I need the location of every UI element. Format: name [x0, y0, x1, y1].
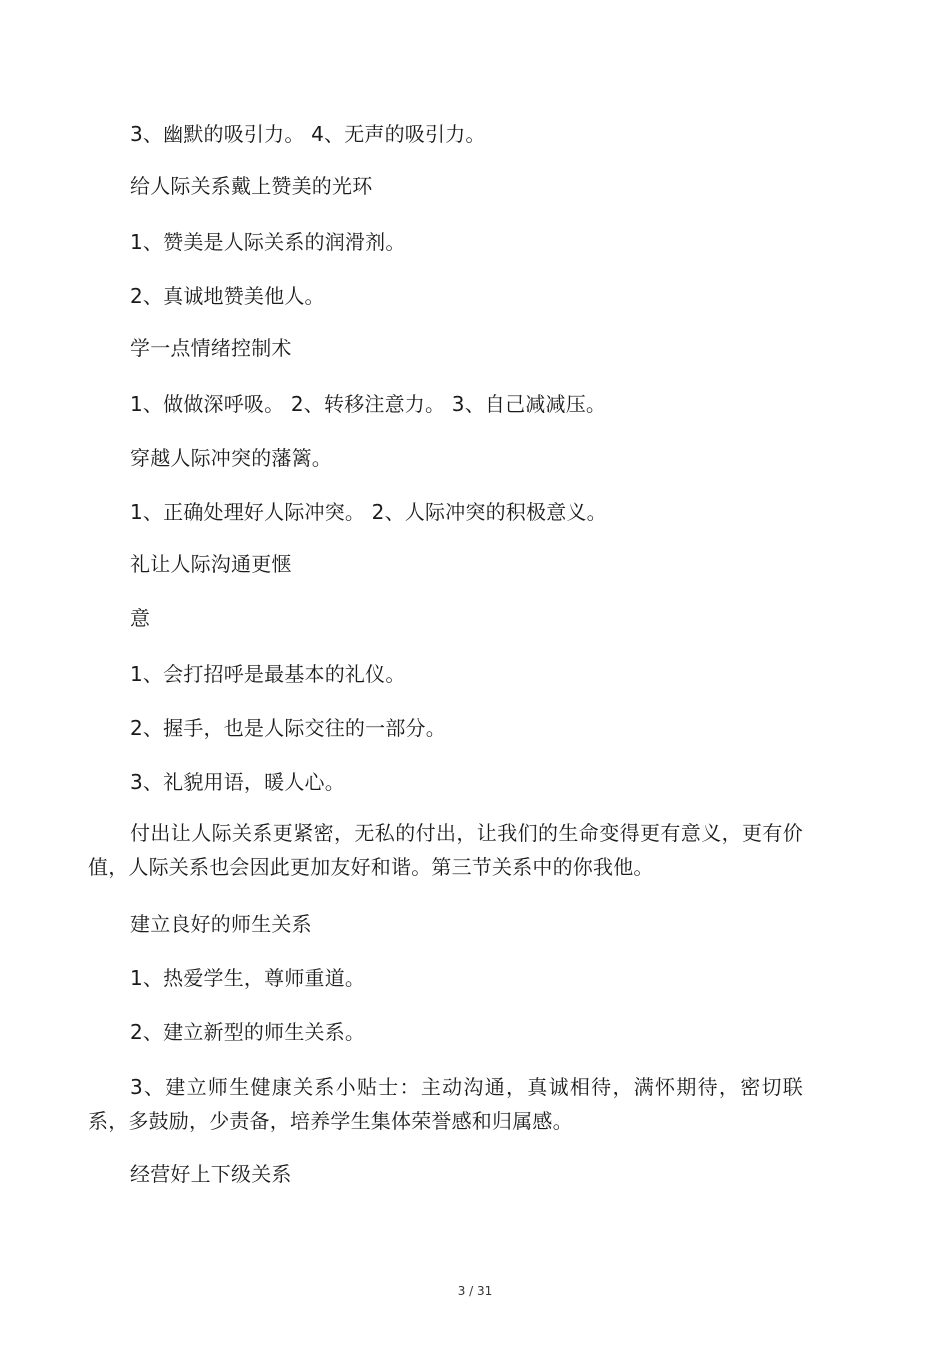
- text-line: 2、握手，也是人际交往的一部分。: [130, 716, 446, 740]
- section-heading: 经营好上下级关系: [130, 1162, 292, 1186]
- section-heading: 学一点情绪控制术: [130, 336, 292, 360]
- section-heading: 礼让人际沟通更惬: [130, 552, 292, 576]
- text-line: 1、做做深呼吸。 2、转移注意力。 3、自己减减压。: [130, 392, 607, 416]
- text-line: 1、热爱学生，尊师重道。: [130, 966, 366, 990]
- section-heading-continued: 意: [130, 606, 151, 630]
- section-heading: 给人际关系戴上赞美的光环: [130, 174, 373, 198]
- text-line: 2、真诚地赞美他人。: [130, 284, 325, 308]
- text-line: 2、建立新型的师生关系。: [130, 1020, 366, 1044]
- paragraph: 3、建立师生健康关系小贴士：主动沟通，真诚相待，满怀期待，密切联系，多鼓励，少责备，培养学生集体荣誉感和归属感。: [88, 1075, 803, 1133]
- page-number: 3 / 31: [457, 1284, 493, 1298]
- section-heading: 建立良好的师生关系: [130, 912, 312, 936]
- text-line: 3、幽默的吸引力。 4、无声的吸引力。: [130, 122, 486, 146]
- text-line: 3、礼貌用语，暖人心。: [130, 770, 345, 794]
- section-heading: 穿越人际冲突的藩篱。: [130, 446, 332, 470]
- text-line: 1、赞美是人际关系的润滑剂。: [130, 230, 406, 254]
- paragraph: 付出让人际关系更紧密，无私的付出，让我们的生命变得更有意义，更有价值，人际关系也会因此更加友好和谐。第三节关系中的你我他。: [88, 821, 803, 879]
- text-line: 1、正确处理好人际冲突。 2、人际冲突的积极意义。: [130, 500, 607, 524]
- text-line: 1、会打招呼是最基本的礼仪。: [130, 662, 406, 686]
